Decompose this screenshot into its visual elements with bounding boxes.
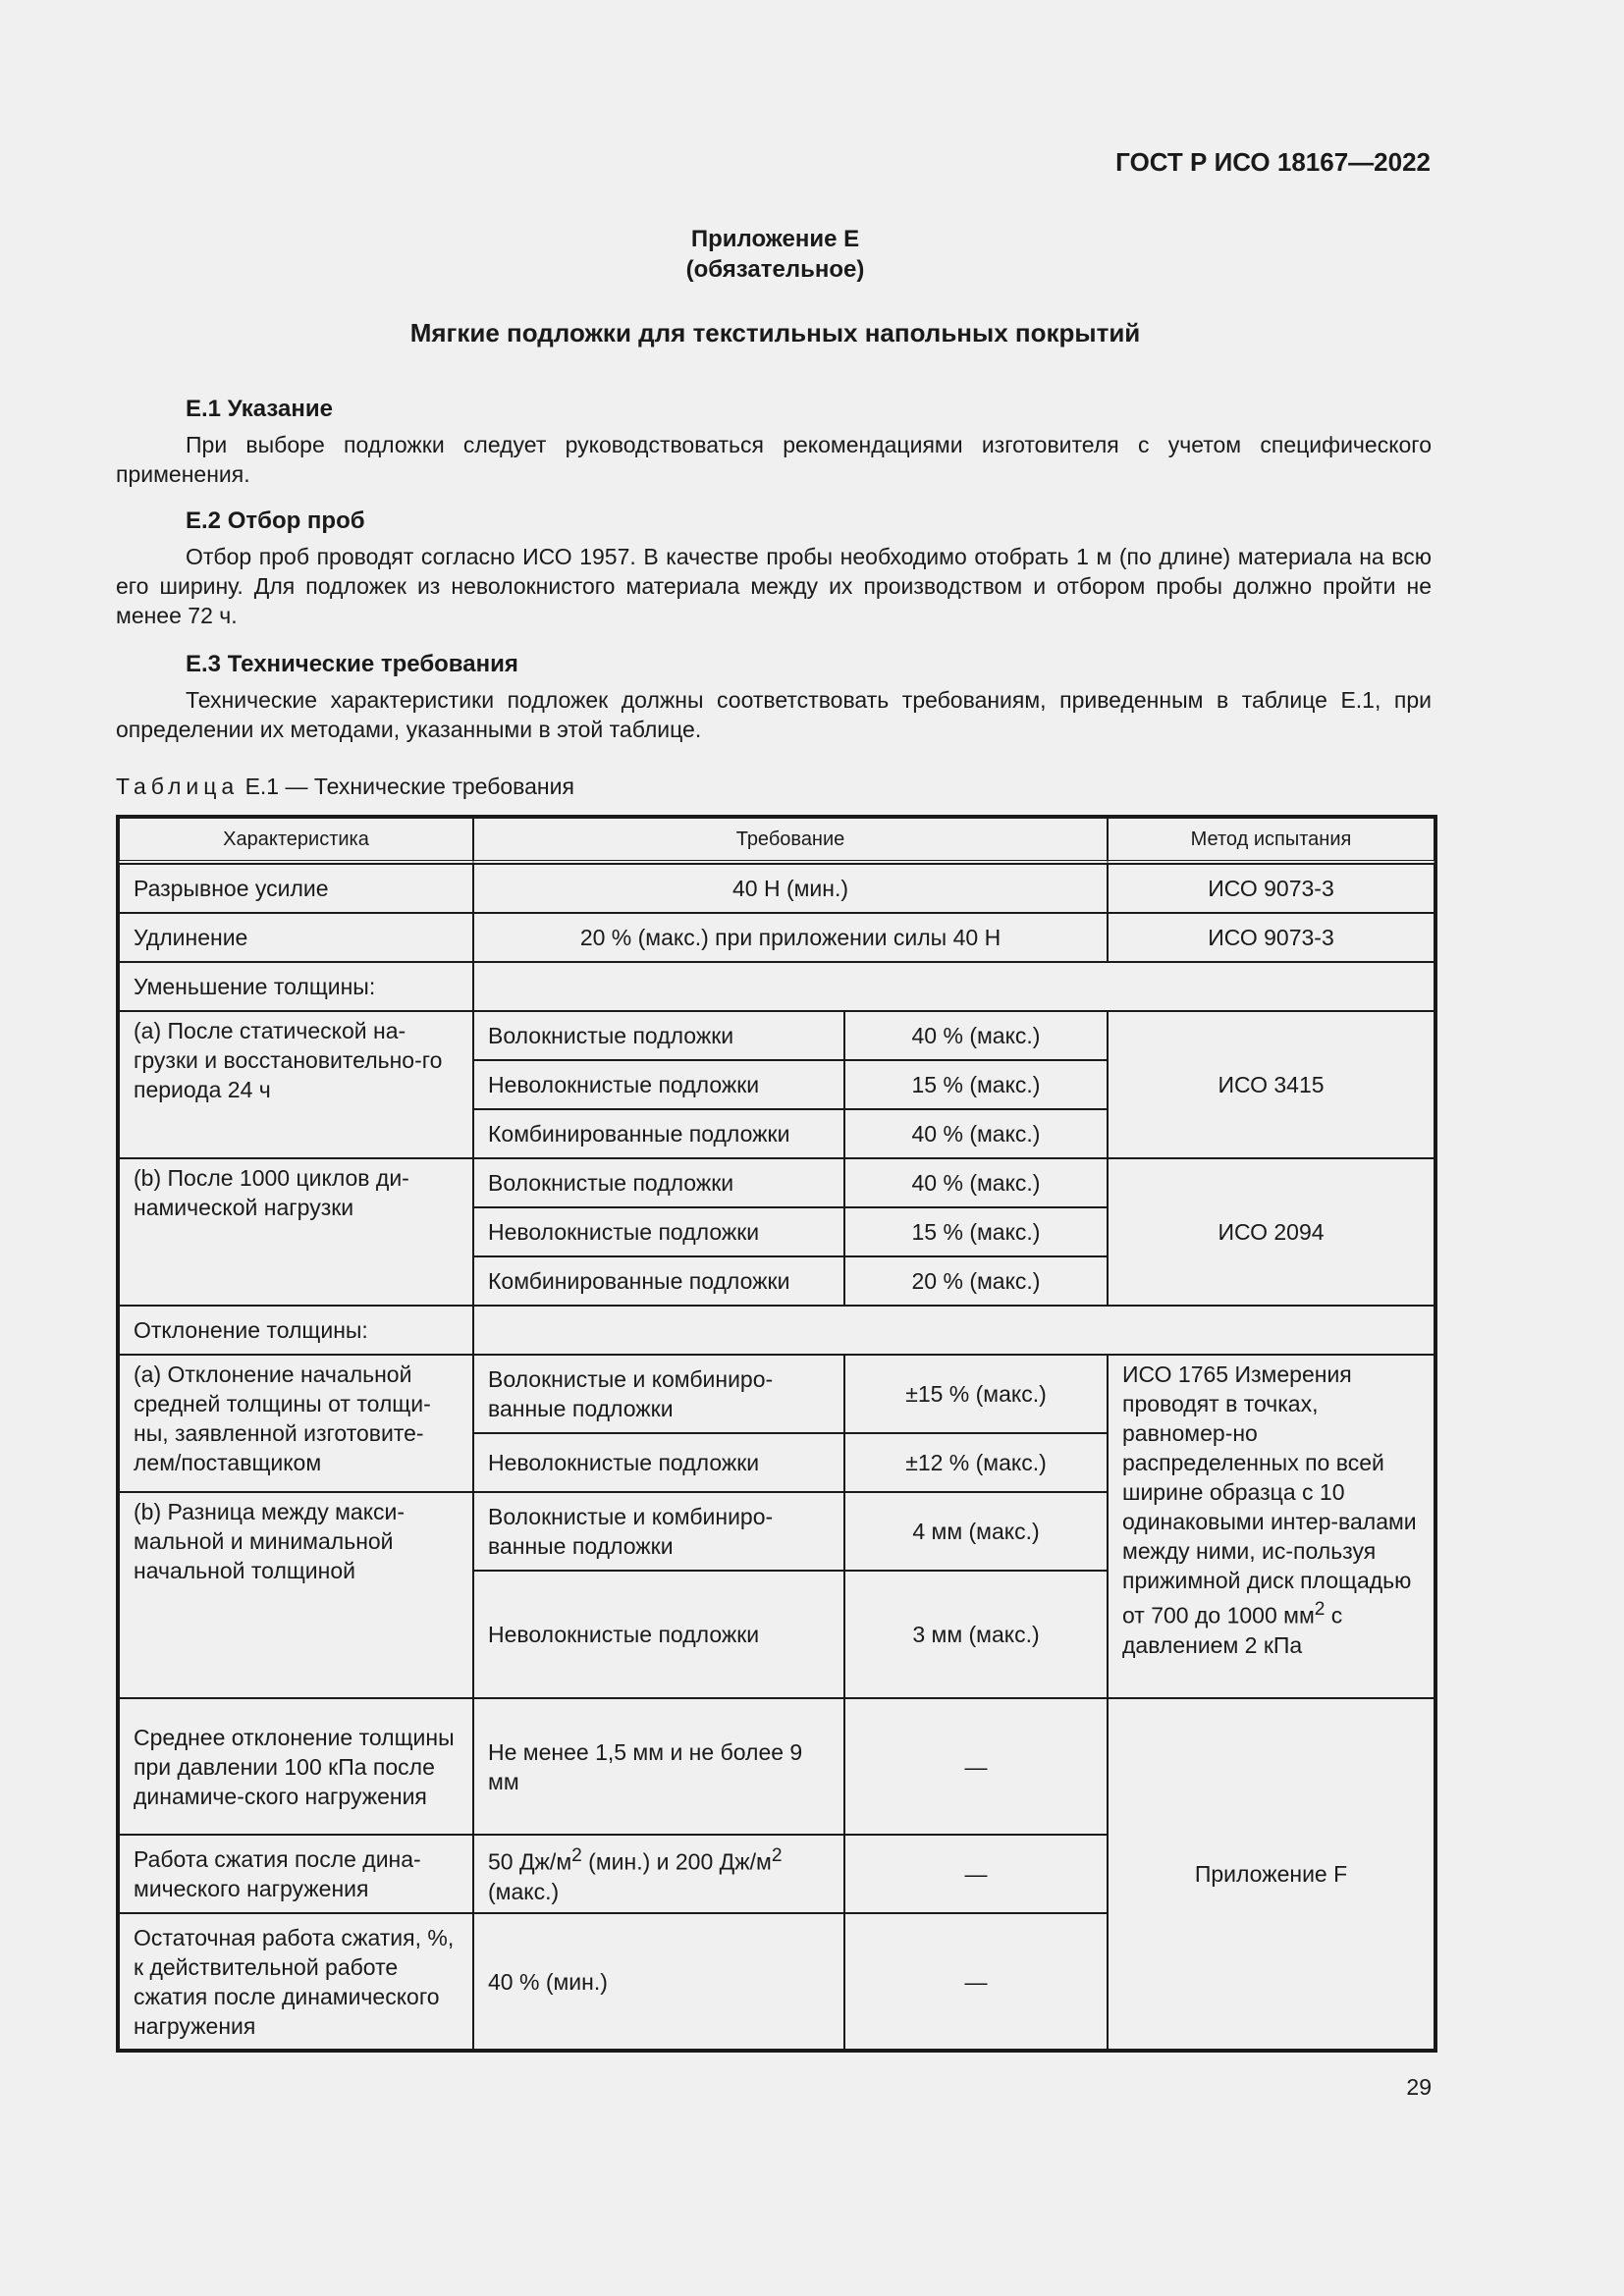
method-cell: [1108, 1355, 1435, 1698]
table-row: [119, 1698, 1435, 1835]
section-e3: [116, 650, 1432, 744]
table-row: [119, 1158, 1435, 1207]
empty-cell: [473, 1306, 1435, 1355]
value-cell: 40 % (макс.): [844, 1158, 1108, 1207]
empty-cell: [473, 962, 1435, 1011]
backing-type-cell: Комбинированные подложки: [473, 1109, 844, 1158]
table-header-row: [119, 818, 1435, 864]
method-cell: ИСО 9073-3: [1108, 864, 1435, 913]
characteristic-cell: (a) После статической на-грузки и восстановительно-го периода 24 ч: [119, 1011, 473, 1158]
backing-type-cell: Волокнистые и комбиниро-ванные подложки: [473, 1355, 844, 1433]
document-code: ГОСТ Р ИСО 18167—2022: [1115, 147, 1431, 177]
value-part: 50 Дж/м: [488, 1848, 572, 1875]
annex-label: Приложение E: [690, 226, 860, 252]
section-heading: E.3 Технические требования: [186, 651, 518, 677]
requirement-cell: 40 Н (мин.): [473, 864, 1108, 913]
table-caption-label: Таблица: [116, 774, 240, 799]
backing-type-cell: Неволокнистые подложки: [473, 1571, 844, 1698]
characteristic-cell: Отклонение толщины:: [119, 1306, 473, 1355]
characteristic-cell: (b) После 1000 циклов ди-намической нагрузки: [119, 1158, 473, 1306]
dash-cell: —: [844, 1835, 1108, 1913]
backing-type-cell: Волокнистые подложки: [473, 1011, 844, 1060]
method-text-tail: с давлением 2 кПа: [1122, 1602, 1343, 1658]
table-caption-title: E.1 — Технические требования: [244, 774, 574, 799]
section-e2: [116, 507, 1432, 630]
table-row: [119, 962, 1435, 1011]
characteristic-cell: Среднее отклонение толщины при давлении 100 кПа после динамиче-ского нагружения: [119, 1698, 473, 1835]
table-row: [119, 864, 1435, 913]
superscript: 2: [571, 1845, 582, 1867]
method-cell: ИСО 3415: [1108, 1011, 1435, 1158]
backing-type-cell: Неволокнистые подложки: [473, 1207, 844, 1256]
value-cell: ±12 % (макс.): [844, 1433, 1108, 1492]
requirement-cell: 40 % (мин.): [473, 1913, 844, 2050]
annex-status: (обязательное): [685, 256, 865, 283]
value-cell: 4 мм (макс.): [844, 1492, 1108, 1571]
section-heading: E.1 Указание: [186, 396, 333, 422]
requirement-cell: Не менее 1,5 мм и не более 9 мм: [473, 1698, 844, 1835]
superscript: 2: [771, 1845, 783, 1867]
section-e1: [116, 395, 1432, 489]
method-cell: ИСО 2094: [1108, 1158, 1435, 1306]
method-superscript: 2: [1314, 1599, 1326, 1620]
section-text: При выборе подложки следует руководствоваться рекомендациями изготовителя с учетом специфического применения.: [116, 432, 1432, 487]
dash-cell: —: [844, 1913, 1108, 2050]
table-row: [119, 913, 1435, 962]
table-row: [119, 1355, 1435, 1433]
method-cell: Приложение F: [1108, 1698, 1435, 2050]
value-cell: 20 % (макс.): [844, 1256, 1108, 1306]
value-part: (макс.): [488, 1878, 560, 1904]
value-part: (мин.) и 200 Дж/м: [581, 1848, 772, 1875]
value-cell: 3 мм (макс.): [844, 1571, 1108, 1698]
section-text: Технические характеристики подложек должны соответствовать требованиям, приведенным в таблице E.1, при определении их методами, указанными в этой таблице.: [116, 687, 1432, 742]
dash-cell: —: [844, 1698, 1108, 1835]
header-method: Метод испытания: [1108, 818, 1435, 864]
table-row: [119, 1011, 1435, 1060]
backing-type-cell: Волокнистые и комбиниро-ванные подложки: [473, 1492, 844, 1571]
header-characteristic: Характеристика: [119, 818, 473, 864]
header-requirement: Требование: [473, 818, 1108, 864]
value-cell: 40 % (макс.): [844, 1011, 1108, 1060]
characteristic-cell: Уменьшение толщины:: [119, 962, 473, 1011]
section-heading: E.2 Отбор проб: [186, 507, 365, 534]
backing-type-cell: Неволокнистые подложки: [473, 1433, 844, 1492]
characteristic-cell: Удлинение: [119, 913, 473, 962]
backing-type-cell: Комбинированные подложки: [473, 1256, 844, 1306]
backing-type-cell: Волокнистые подложки: [473, 1158, 844, 1207]
characteristic-cell: (b) Разница между макси-мальной и минимальной начальной толщиной: [119, 1492, 473, 1698]
characteristic-cell: Разрывное усилие: [119, 864, 473, 913]
table-row: [119, 1306, 1435, 1355]
characteristic-cell: (a) Отклонение начальной средней толщины от толщи-ны, заявленной изготовите-лем/поставщиком: [119, 1355, 473, 1492]
value-cell: 15 % (макс.): [844, 1207, 1108, 1256]
requirement-cell: 20 % (макс.) при приложении силы 40 Н: [473, 913, 1108, 962]
value-cell: 15 % (макс.): [844, 1060, 1108, 1109]
characteristic-cell: Остаточная работа сжатия, %, к действительной работе сжатия после динамического нагружения: [119, 1913, 473, 2050]
page-number: 29: [1406, 2074, 1432, 2100]
requirement-cell: [473, 1835, 844, 1913]
value-cell: ±15 % (макс.): [844, 1355, 1108, 1433]
table-caption: [116, 774, 574, 800]
annex-title: Мягкие подложки для текстильных напольных покрытий: [409, 318, 1141, 347]
annex-heading: [0, 224, 1550, 285]
section-text: Отбор проб проводят согласно ИСО 1957. В качестве пробы необходимо отобрать 1 м (по длине) материала на всю его ширину. Для подложек из неволокнистого материала между их производством и отбором пробы должно пройти не менее 72 ч.: [116, 544, 1432, 628]
requirements-table: [116, 815, 1437, 2053]
method-cell: ИСО 9073-3: [1108, 913, 1435, 962]
method-text: ИСО 1765 Измерения проводят в точках, равномер-но распределенных по всей ширине образца с 10 одинаковыми интер-валами между ними, ис-пользуя прижимной диск площадью от 700 до 1000 мм: [1122, 1362, 1417, 1629]
backing-type-cell: Неволокнистые подложки: [473, 1060, 844, 1109]
value-cell: 40 % (макс.): [844, 1109, 1108, 1158]
characteristic-cell: Работа сжатия после дина-мического нагружения: [119, 1835, 473, 1913]
